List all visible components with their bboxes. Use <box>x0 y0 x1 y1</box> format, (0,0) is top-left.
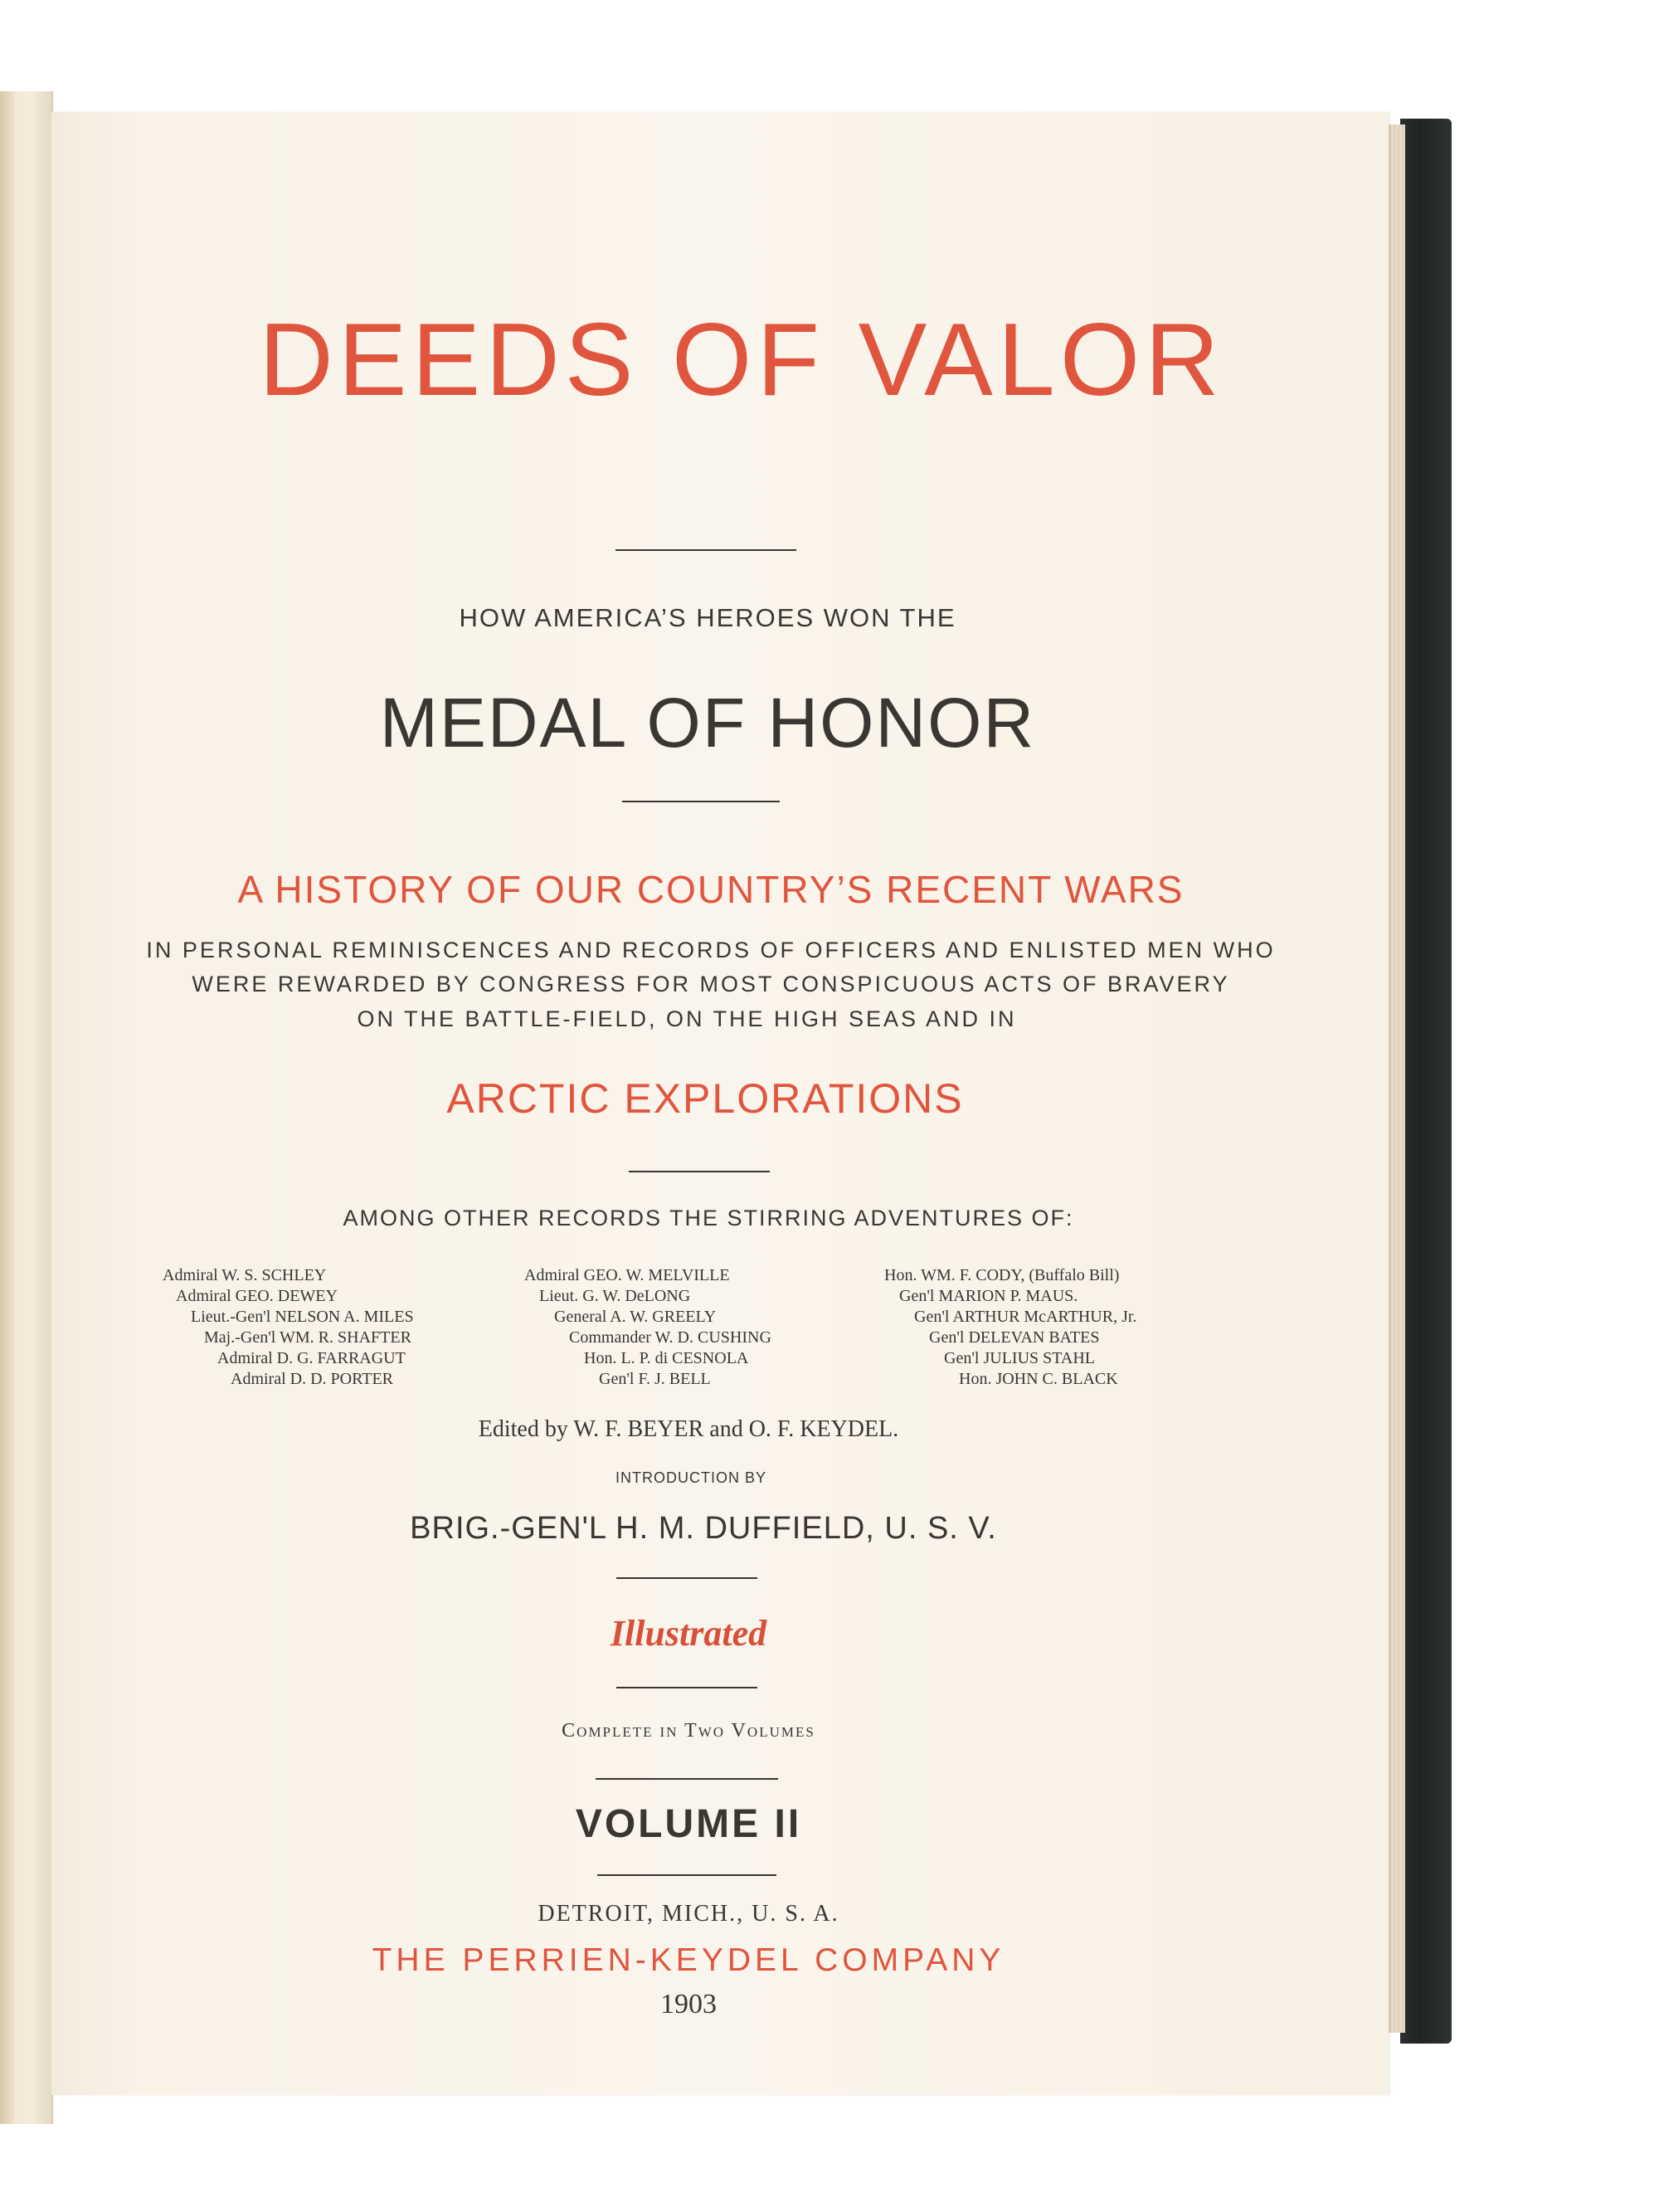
name-entry: Commander W. D. CUSHING <box>569 1328 771 1347</box>
name-entry: Lieut. G. W. DeLONG <box>539 1287 691 1305</box>
name-entry: Gen'l MARION P. MAUS. <box>899 1287 1078 1305</box>
complete-in-two-volumes: Complete in Two Volumes <box>562 1720 815 1742</box>
publisher-name: THE PERRIEN-KEYDEL COMPANY <box>372 1942 1005 1978</box>
name-entry: Gen'l F. J. BELL <box>599 1370 711 1388</box>
name-entry: Hon. WM. F. CODY, (Buffalo Bill) <box>884 1266 1120 1284</box>
names-column-3 <box>884 1265 1136 1390</box>
book-title: DEEDS OF VALOR <box>259 303 1224 417</box>
name-entry: Gen'l DELEVAN BATES <box>929 1328 1100 1347</box>
body-line-2: WERE REWARDED BY CONGRESS FOR MOST CONSPICUOUS ACTS OF BRAVERY <box>192 972 1230 996</box>
introduction-by: INTRODUCTION BY <box>615 1469 766 1486</box>
name-entry: Admiral D. D. PORTER <box>231 1370 394 1388</box>
name-entry: Hon. L. P. di CESNOLA <box>584 1349 749 1367</box>
name-entry: Maj.-Gen'l WM. R. SHAFTER <box>204 1328 411 1347</box>
divider-6 <box>596 1778 778 1780</box>
facing-page-edge <box>0 91 15 2124</box>
publication-year: 1903 <box>660 1989 717 2020</box>
subtitle-small: HOW AMERICA’S HEROES WON THE <box>459 603 956 632</box>
subtitle-large: MEDAL OF HONOR <box>379 684 1036 762</box>
names-column-1 <box>163 1265 414 1390</box>
name-entry: Lieut.-Gen'l NELSON A. MILES <box>191 1308 414 1326</box>
name-entry: Admiral D. G. FARRAGUT <box>217 1349 406 1367</box>
body-line-3: ON THE BATTLE-FIELD, ON THE HIGH SEAS AND IN <box>357 1006 1017 1031</box>
among-line: AMONG OTHER RECORDS THE STIRRING ADVENTURES OF: <box>343 1206 1074 1230</box>
name-entry: Gen'l JULIUS STAHL <box>944 1349 1095 1367</box>
divider-4 <box>616 1577 757 1579</box>
divider-7 <box>597 1874 776 1876</box>
name-entry: Admiral W. S. SCHLEY <box>163 1266 327 1284</box>
names-column-2 <box>524 1265 771 1390</box>
introducer: BRIG.-GEN'L H. M. DUFFIELD, U. S. V. <box>410 1511 997 1546</box>
name-entry: Admiral GEO. W. MELVILLE <box>524 1266 730 1284</box>
divider-2 <box>622 801 780 802</box>
illustrated-label: Illustrated <box>610 1613 767 1654</box>
publisher-place: DETROIT, MICH., U. S. A. <box>538 1901 839 1927</box>
body-line-1: IN PERSONAL REMINISCENCES AND RECORDS OF OFFICERS AND ENLISTED MEN WHO <box>146 938 1276 962</box>
edited-by: Edited by W. F. BEYER and O. F. KEYDEL. <box>478 1416 899 1442</box>
name-entry: Admiral GEO. DEWEY <box>176 1287 338 1305</box>
divider-1 <box>615 549 796 551</box>
arctic-heading: ARCTIC EXPLORATIONS <box>446 1075 964 1122</box>
volume-number: VOLUME II <box>575 1802 802 1846</box>
history-heading: A HISTORY OF OUR COUNTRY’S RECENT WARS <box>237 868 1185 911</box>
divider-3 <box>629 1171 770 1172</box>
title-page <box>51 112 1389 2095</box>
name-entry: General A. W. GREELY <box>554 1308 717 1326</box>
name-entry: Hon. JOHN C. BLACK <box>959 1370 1118 1388</box>
name-entry: Gen'l ARTHUR McARTHUR, Jr. <box>914 1308 1137 1326</box>
divider-5 <box>616 1687 757 1688</box>
